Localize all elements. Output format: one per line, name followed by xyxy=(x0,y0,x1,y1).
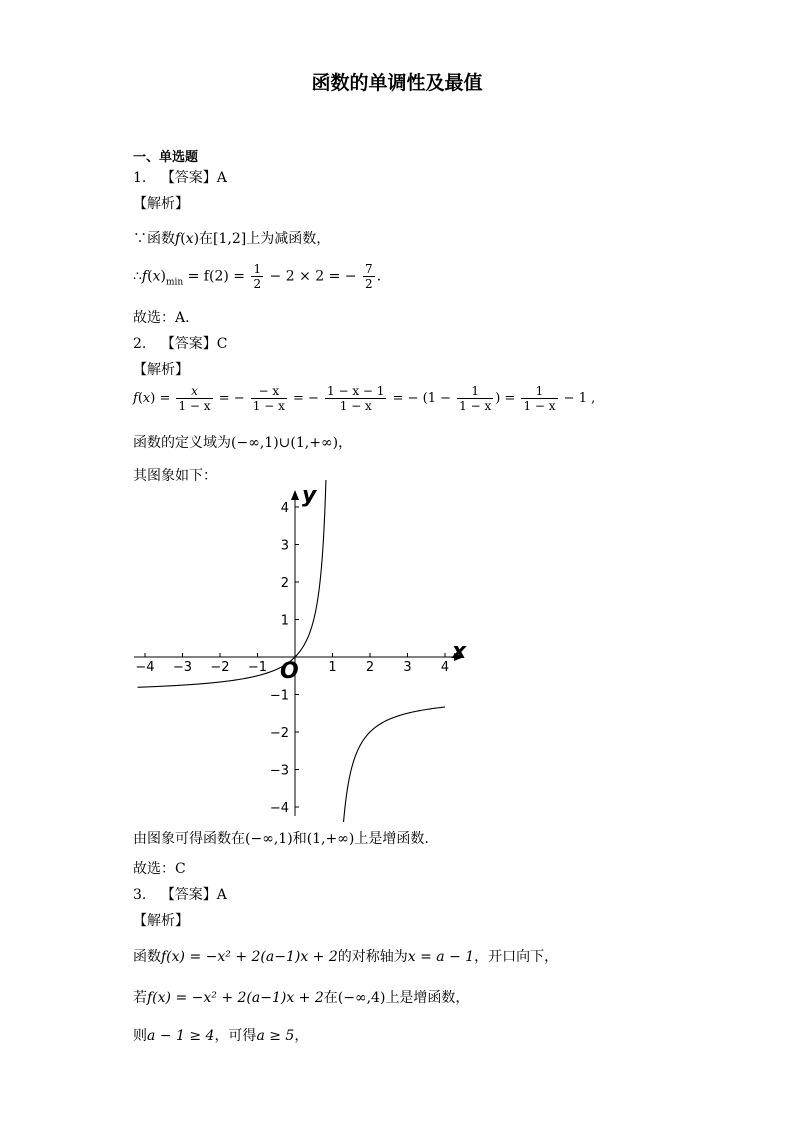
q2-analysis-label: 【解析】 xyxy=(133,362,189,378)
q3-l2-mid: 在 xyxy=(323,990,338,1006)
q3-l2-interval: (−∞,4) xyxy=(337,990,386,1006)
q1-half-fraction xyxy=(251,262,263,291)
y-tick-label: 2 xyxy=(280,576,289,591)
x-tick-label: 3 xyxy=(403,660,412,675)
q1-l2-prefix: ∴ xyxy=(133,268,142,285)
y-tick-label: 1 xyxy=(280,613,289,629)
q3-l2-text: 若 xyxy=(133,990,147,1006)
y-tick-label: −1 xyxy=(269,688,289,704)
q1-l1-mid: 在 xyxy=(199,231,214,247)
q1-res-den: 2 xyxy=(365,277,373,291)
page-title: 函数的单调性及最值 xyxy=(311,72,483,94)
q1-analysis-label: 【解析】 xyxy=(133,196,189,212)
q1-l2-expr-b: − 2 × 2 = − xyxy=(269,268,357,285)
x-axis-label: x xyxy=(452,639,467,664)
q1-l2-end: . xyxy=(376,268,382,285)
x-tick-label: −2 xyxy=(210,660,230,675)
q1-l2-expr-a: = f(2) = xyxy=(187,268,245,285)
q2-conclusion-post: 上是增函数. xyxy=(354,831,429,847)
q2-conclusion-text: 由图象可得函数在 xyxy=(133,831,245,847)
q1-number: 1. xyxy=(133,170,147,186)
q2-domain-text: 函数的定义域为 xyxy=(133,435,231,451)
q3-line2 xyxy=(133,987,469,1007)
origin-label: O xyxy=(280,659,299,684)
y-tick-label: 4 xyxy=(280,501,289,516)
function-graph xyxy=(120,480,480,822)
q3-l3-text: 则 xyxy=(133,1028,147,1044)
q1-half-num: 1 xyxy=(253,262,262,276)
q1-line2: $\therefore f(x)_{min} = f(2)$ = $\frac{1}{2}$ − 2 × 2 = − $\frac{7}{2}$ . xyxy=(133,262,382,291)
q1-line1: ∵函数f(x)在[1,2]上为减函数， xyxy=(133,231,331,247)
q2-answer: 【答案】C xyxy=(160,336,228,352)
x-tick-label: 4 xyxy=(440,660,450,675)
curve-left-branch xyxy=(138,480,327,687)
y-axis-arrow xyxy=(291,490,299,500)
x-tick-label: 2 xyxy=(365,660,375,675)
y-tick-label: 3 xyxy=(280,538,289,554)
section-heading: 一、单选题 xyxy=(133,150,199,165)
q2-number: 2. xyxy=(133,336,147,352)
q3-l1-post: ，开口向下， xyxy=(474,949,559,965)
q3-line3 xyxy=(133,1025,308,1045)
q3-answer: 【答案】A xyxy=(160,887,227,903)
q1-l1-interval: [1,2] xyxy=(213,231,247,247)
q1-answer: 【答案】A xyxy=(160,170,227,186)
q3-l1-text: 函数 xyxy=(133,949,161,965)
q3-l3-expr1: a − 1 ≥ 4 xyxy=(147,1028,215,1044)
q2-domain-line xyxy=(133,432,352,452)
q3-l1-axis: x = a − 1 xyxy=(407,949,475,965)
q3-number: 3. xyxy=(133,887,147,903)
q2-choose: 故选：C xyxy=(133,861,186,877)
q3-l2-expr: f(x) = −x² + 2(a−1)x + 2 xyxy=(147,990,324,1006)
x-tick-label: −1 xyxy=(247,660,268,675)
q1-answer-line xyxy=(133,167,227,187)
q2-answer-line xyxy=(133,333,228,353)
q2-domain-expr: (−∞,1)∪(1,+∞) xyxy=(231,435,339,451)
q1-l1-text: ∵函数 xyxy=(133,231,175,247)
q3-line1 xyxy=(133,946,558,966)
q2-interval-2: (1,+∞) xyxy=(306,831,355,847)
q3-analysis-label: 【解析】 xyxy=(133,913,189,929)
q3-l3-post: ， xyxy=(294,1028,309,1044)
curve-right-branch xyxy=(340,707,445,822)
y-tick-label: −3 xyxy=(269,763,289,779)
q3-l1-mid: 的对称轴为 xyxy=(337,949,408,965)
q1-l1-post: 上为减函数， xyxy=(246,231,331,247)
q3-l1-expr: f(x) = −x² + 2(a−1)x + 2 xyxy=(161,949,338,965)
q2-graph-intro: 其图象如下： xyxy=(133,468,217,484)
x-tick-label: −3 xyxy=(172,660,193,675)
q3-l2-post: 上是增函数， xyxy=(385,990,470,1006)
y-tick-label: −2 xyxy=(269,726,289,741)
q2-formula: f(x) = $\frac{x}{1 - x}$ = − $\frac{- x}{1 - x}$ = − $\frac{1 - x - 1}{1 - x}$ = − (1 − $\frac{1}{1 - x}$ ) = $\frac{1}{1 - x}$ − 1 , xyxy=(133,384,596,413)
q1-half-den: 2 xyxy=(253,277,262,291)
q1-result-fraction xyxy=(363,262,375,291)
q2-domain-post: ， xyxy=(338,435,353,451)
y-axis-label: y xyxy=(302,483,317,508)
q2-conclusion-and: 和 xyxy=(292,831,307,847)
q3-l3-mid: ，可得 xyxy=(214,1028,257,1044)
x-tick-label: 1 xyxy=(328,660,337,675)
q1-res-num: 7 xyxy=(365,262,373,276)
y-tick-label: −4 xyxy=(269,801,289,816)
q3-answer-line xyxy=(133,884,227,904)
q1-choose: 故选：A. xyxy=(133,310,190,326)
q2-interval-1: (−∞,1) xyxy=(245,831,293,847)
q3-l3-expr2: a ≥ 5 xyxy=(256,1028,295,1044)
q2-conclusion xyxy=(133,828,429,848)
x-tick-label: −4 xyxy=(135,660,155,675)
